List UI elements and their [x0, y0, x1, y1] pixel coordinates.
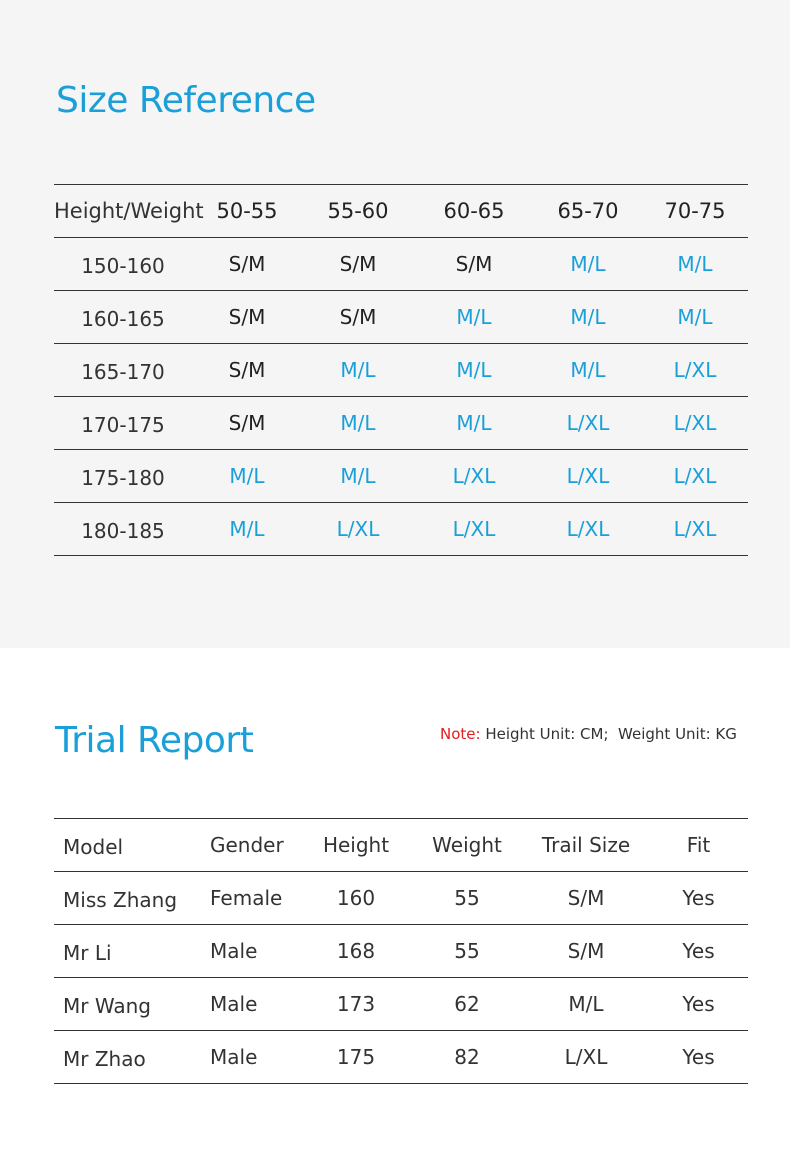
weight-header: 50-55: [192, 185, 302, 238]
size-cell: M/L: [302, 397, 414, 450]
model-height: 168: [301, 925, 411, 978]
size-cell: L/XL: [642, 503, 748, 556]
model-fit: Yes: [649, 925, 748, 978]
size-cell: M/L: [534, 238, 642, 291]
units-note: [440, 725, 737, 743]
size-table-header-row: [54, 185, 748, 238]
column-header-fit: Fit: [649, 819, 748, 872]
size-cell: S/M: [302, 291, 414, 344]
note-label: Note:: [440, 725, 481, 743]
size-cell: M/L: [414, 344, 534, 397]
note-text: Height Unit: CM; Weight Unit: KG: [480, 725, 737, 743]
size-cell: L/XL: [302, 503, 414, 556]
model-trail-size: M/L: [523, 978, 649, 1031]
model-fit: Yes: [649, 1031, 748, 1084]
size-cell: S/M: [192, 291, 302, 344]
model-height: 160: [301, 872, 411, 925]
model-gender: Male: [209, 978, 301, 1031]
size-cell: M/L: [192, 450, 302, 503]
size-cell: M/L: [414, 397, 534, 450]
size-cell: S/M: [192, 238, 302, 291]
model-height: 175: [301, 1031, 411, 1084]
height-range-label: 165-170: [54, 344, 192, 397]
size-cell: M/L: [642, 238, 748, 291]
size-table-row: [54, 503, 748, 556]
size-cell: S/M: [302, 238, 414, 291]
size-cell: L/XL: [642, 397, 748, 450]
size-table-row: [54, 397, 748, 450]
weight-header: 70-75: [642, 185, 748, 238]
model-weight: 55: [411, 872, 523, 925]
weight-header: 55-60: [302, 185, 414, 238]
size-cell: S/M: [414, 238, 534, 291]
size-reference-table: [54, 184, 748, 556]
weight-header: 60-65: [414, 185, 534, 238]
size-cell: L/XL: [534, 450, 642, 503]
model-weight: 62: [411, 978, 523, 1031]
size-cell: M/L: [302, 450, 414, 503]
size-cell: M/L: [534, 344, 642, 397]
size-cell: M/L: [642, 291, 748, 344]
size-cell: M/L: [302, 344, 414, 397]
size-table-row: [54, 450, 748, 503]
trial-report-title: Trial Report: [55, 720, 254, 761]
model-name: Mr Li: [54, 925, 209, 978]
height-range-label: 170-175: [54, 397, 192, 450]
model-trail-size: L/XL: [523, 1031, 649, 1084]
size-cell: S/M: [192, 397, 302, 450]
trial-table-row: [54, 978, 748, 1031]
trial-table-row: [54, 872, 748, 925]
size-table-row: [54, 291, 748, 344]
height-range-label: 150-160: [54, 238, 192, 291]
size-table-row: [54, 344, 748, 397]
model-gender: Male: [209, 1031, 301, 1084]
height-range-label: 175-180: [54, 450, 192, 503]
size-cell: S/M: [192, 344, 302, 397]
size-cell: L/XL: [414, 450, 534, 503]
model-trail-size: S/M: [523, 872, 649, 925]
size-cell: M/L: [534, 291, 642, 344]
size-cell: L/XL: [642, 344, 748, 397]
model-height: 173: [301, 978, 411, 1031]
size-cell: M/L: [192, 503, 302, 556]
size-table-row: [54, 238, 748, 291]
model-trail-size: S/M: [523, 925, 649, 978]
column-header-trail-size: Trail Size: [523, 819, 649, 872]
column-header-gender: Gender: [209, 819, 301, 872]
weight-header: 65-70: [534, 185, 642, 238]
column-header-weight: Weight: [411, 819, 523, 872]
column-header-height: Height: [301, 819, 411, 872]
size-cell: L/XL: [414, 503, 534, 556]
size-reference-title: Size Reference: [56, 80, 316, 121]
size-cell: L/XL: [534, 503, 642, 556]
size-cell: L/XL: [534, 397, 642, 450]
model-fit: Yes: [649, 978, 748, 1031]
model-gender: Female: [209, 872, 301, 925]
model-gender: Male: [209, 925, 301, 978]
height-range-label: 180-185: [54, 503, 192, 556]
size-cell: L/XL: [642, 450, 748, 503]
model-name: Mr Wang: [54, 978, 209, 1031]
height-range-label: 160-165: [54, 291, 192, 344]
model-fit: Yes: [649, 872, 748, 925]
column-header-model: Model: [54, 819, 209, 872]
size-table-header-label: Height/Weight: [54, 185, 192, 238]
trial-table-row: [54, 925, 748, 978]
trial-table-header-row: [54, 819, 748, 872]
model-name: Miss Zhang: [54, 872, 209, 925]
model-weight: 82: [411, 1031, 523, 1084]
trial-table-row: [54, 1031, 748, 1084]
model-name: Mr Zhao: [54, 1031, 209, 1084]
model-weight: 55: [411, 925, 523, 978]
size-cell: M/L: [414, 291, 534, 344]
trial-report-table: [54, 818, 748, 1084]
